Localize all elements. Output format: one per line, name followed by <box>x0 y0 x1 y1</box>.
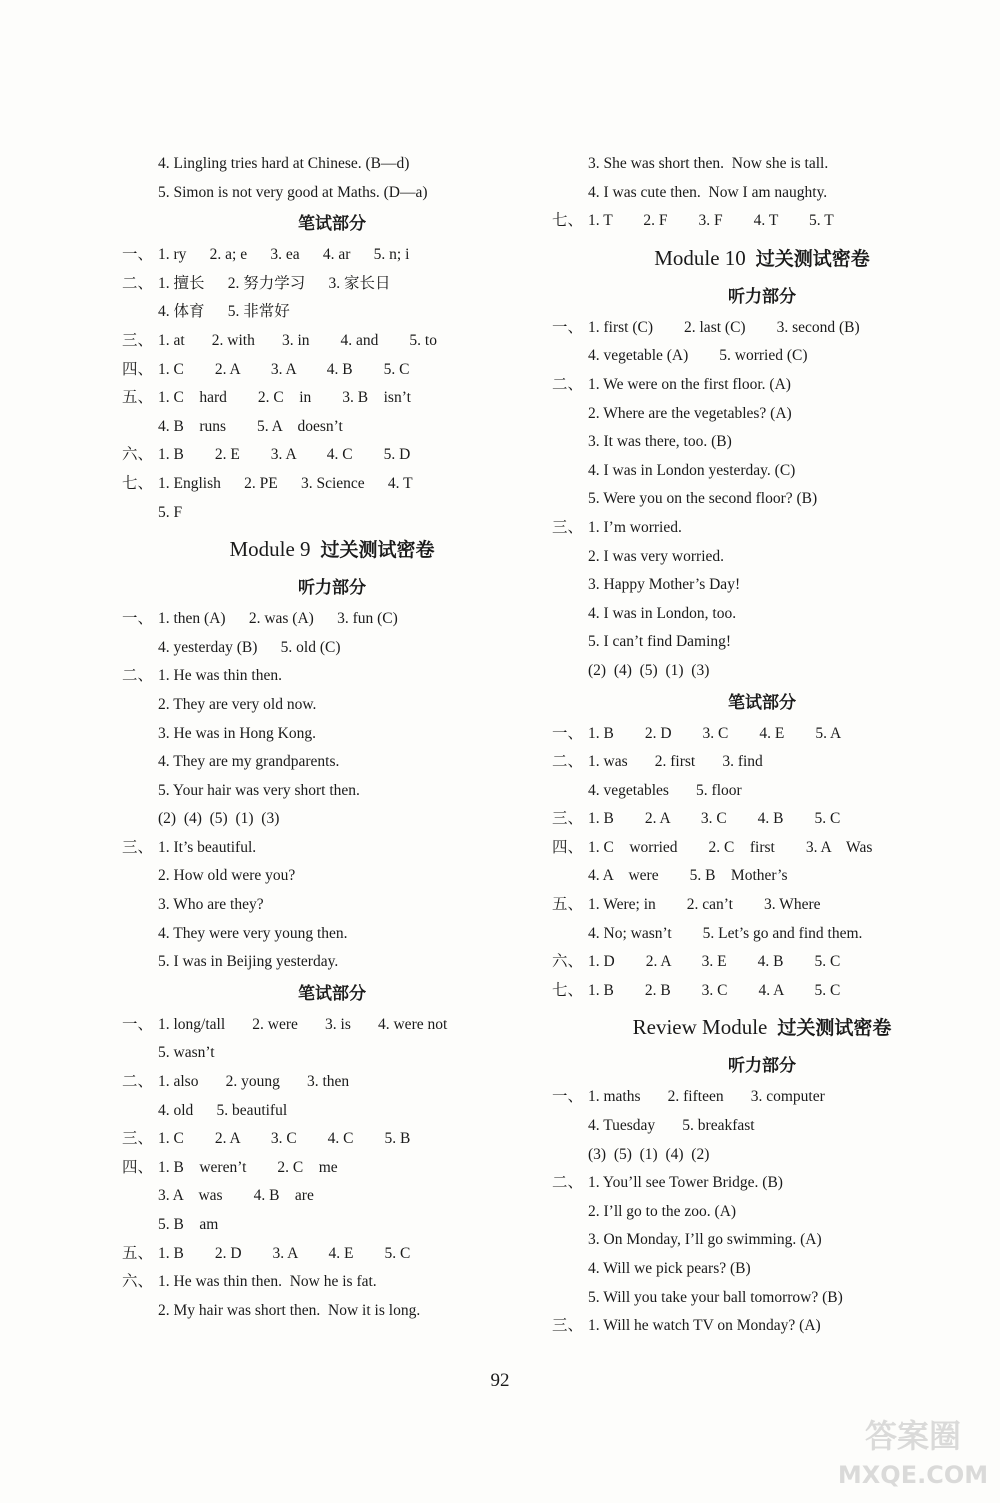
question-number: 二、 <box>552 753 584 771</box>
answer-text: 4. old 5. beautiful <box>158 1101 288 1119</box>
answer-text: 1. Will he watch TV on Monday? (A) <box>588 1317 821 1335</box>
answer-line <box>122 413 542 442</box>
answer-text: 5. I was in Beijing yesterday. <box>158 953 339 971</box>
answer-line <box>122 862 542 891</box>
answer-line <box>552 628 972 657</box>
section-title: 笔试部分 <box>728 692 796 713</box>
answer-text: 1. B 2. E 3. A 4. C 5. D <box>158 446 411 464</box>
question-number: 二、 <box>122 667 154 685</box>
answer-line <box>122 662 542 691</box>
question-number: 七、 <box>552 981 584 999</box>
question-number: 三、 <box>552 810 584 828</box>
answer-line <box>552 1198 972 1227</box>
answer-text: 4. I was in London, too. <box>588 604 737 622</box>
question-number: 六、 <box>122 446 154 464</box>
answer-line <box>552 207 972 236</box>
answer-text: 1. D 2. A 3. E 4. B 5. C <box>588 953 841 971</box>
page-number: 92 <box>490 1370 510 1391</box>
answer-text: 2. How old were you? <box>158 867 296 885</box>
answer-line <box>552 1169 972 1198</box>
answer-text: 3. Happy Mother’s Day! <box>588 576 741 594</box>
answer-line <box>122 356 542 385</box>
answer-text: 2. Where are the vegetables? (A) <box>588 404 792 422</box>
question-number: 三、 <box>122 331 154 349</box>
answer-line <box>122 499 542 528</box>
section-title: 听力部分 <box>298 578 366 599</box>
answer-text: 1. also 2. young 3. then <box>158 1073 350 1091</box>
answer-text: 3. She was short then. Now she is tall. <box>588 155 829 172</box>
answer-line <box>552 543 972 572</box>
answer-line <box>122 777 542 806</box>
answer-text: 4. 体育 5. 非常好 <box>158 303 290 321</box>
answer-line <box>122 179 542 208</box>
answer-line <box>552 179 972 208</box>
question-number: 一、 <box>552 724 584 742</box>
answer-line <box>122 691 542 720</box>
answer-text: 5. I can’t find Daming! <box>588 633 732 651</box>
answer-line <box>122 834 542 863</box>
answer-line <box>122 1211 542 1240</box>
answer-line <box>122 298 542 327</box>
answer-line <box>552 1112 972 1141</box>
answer-line <box>552 371 972 400</box>
answer-text: 5. F <box>158 503 183 521</box>
answer-text: 3. It was there, too. (B) <box>588 433 732 451</box>
question-number: 三、 <box>122 838 154 856</box>
question-number: 二、 <box>122 274 154 292</box>
answer-text: 1. C 2. A 3. C 4. C 5. B <box>158 1130 411 1148</box>
question-number: 一、 <box>552 1088 584 1106</box>
answer-line <box>122 1125 542 1154</box>
answer-line <box>122 948 542 977</box>
answer-text: 4. Lingling tries hard at Chinese. (B—d) <box>158 155 410 172</box>
question-number: 一、 <box>122 610 154 628</box>
answer-text: 1. 擅长 2. 努力学习 3. 家长日 <box>158 274 391 292</box>
left-column <box>122 150 542 1325</box>
module-subtitle: 过关测试密卷 <box>777 1017 892 1040</box>
answer-text: 5. Your hair was very short then. <box>158 781 360 799</box>
answer-text: 4. yesterday (B) 5. old (C) <box>158 638 341 656</box>
answer-line <box>552 862 972 891</box>
answer-line <box>552 657 972 686</box>
question-number: 五、 <box>122 1244 154 1262</box>
answer-text: 1. maths 2. fifteen 3. computer <box>588 1088 825 1106</box>
answer-text: 4. I was cute then. Now I am naughty. <box>588 183 828 201</box>
answer-text: 1. C 2. A 3. A 4. B 5. C <box>158 360 410 378</box>
watermark-cn: 答案圈 <box>864 1417 962 1455</box>
answer-text: 2. My hair was short then. Now it is long. <box>158 1301 421 1319</box>
question-number: 六、 <box>122 1273 154 1291</box>
answer-line <box>552 1083 972 1112</box>
question-number: 四、 <box>122 1158 154 1176</box>
right-column <box>552 150 972 1341</box>
module-name: Module 10 <box>654 245 746 270</box>
answer-line <box>122 805 542 834</box>
answer-line <box>552 1255 972 1284</box>
answer-line <box>122 384 542 413</box>
answer-line <box>552 571 972 600</box>
answer-line <box>552 457 972 486</box>
answer-line <box>122 1297 542 1326</box>
answer-line <box>552 485 972 514</box>
answer-text: 1. English 2. PE 3. Science 4. T <box>158 474 413 492</box>
question-number: 二、 <box>552 1174 584 1192</box>
answer-text: 4. I was in London yesterday. (C) <box>588 461 796 479</box>
answer-line <box>552 720 972 749</box>
answer-text: 1. B 2. D 3. C 4. E 5. A <box>588 724 842 742</box>
answer-line <box>552 777 972 806</box>
answer-text: (2) (4) (5) (1) (3) <box>158 810 280 828</box>
answer-text: 4. Tuesday 5. breakfast <box>588 1117 755 1135</box>
question-number: 七、 <box>122 474 154 492</box>
answer-text: 5. wasn’t <box>158 1044 215 1062</box>
answer-text: 1. then (A) 2. was (A) 3. fun (C) <box>158 610 398 628</box>
answer-line <box>552 1312 972 1341</box>
answer-text: 1. was 2. first 3. find <box>588 753 763 771</box>
answer-text: 4. They are my grandparents. <box>158 753 340 771</box>
question-number: 六、 <box>552 953 584 971</box>
answer-text: 4. Will we pick pears? (B) <box>588 1260 751 1277</box>
module-title <box>552 1005 972 1049</box>
answer-line <box>122 1068 542 1097</box>
answer-text: 1. You’ll see Tower Bridge. (B) <box>588 1174 783 1192</box>
answer-line <box>122 150 542 179</box>
answer-text: 3. He was in Hong Kong. <box>158 724 316 742</box>
question-number: 五、 <box>122 389 154 407</box>
question-number: 四、 <box>552 838 584 856</box>
answer-line <box>122 1011 542 1040</box>
answer-text: 1. B 2. D 3. A 4. E 5. C <box>158 1244 411 1262</box>
answer-text: 1. It’s beautiful. <box>158 838 257 856</box>
answer-line <box>122 1182 542 1211</box>
question-number: 一、 <box>552 318 584 336</box>
answer-text: 1. C worried 2. C first 3. A Was <box>588 838 873 856</box>
answer-line <box>122 470 542 499</box>
answer-line <box>122 891 542 920</box>
answer-text: 5. Simon is not very good at Maths. (D—a) <box>158 183 428 201</box>
answer-text: 3. A was 4. B are <box>158 1187 314 1205</box>
answer-line <box>122 1240 542 1269</box>
answer-line <box>552 428 972 457</box>
question-number: 四、 <box>122 360 154 378</box>
answer-line <box>122 1039 542 1068</box>
answer-line <box>552 1284 972 1313</box>
answer-text: 1. He was thin then. Now he is fat. <box>158 1273 377 1291</box>
answer-line <box>122 1097 542 1126</box>
answer-line <box>122 1268 542 1297</box>
answer-text: 1. C hard 2. C in 3. B isn’t <box>158 389 411 407</box>
answer-text: 1. B 2. A 3. C 4. B 5. C <box>588 810 841 828</box>
answer-text: 2. I’ll go to the zoo. (A) <box>588 1202 737 1220</box>
question-number: 三、 <box>552 518 584 536</box>
answer-line <box>552 834 972 863</box>
question-number: 二、 <box>122 1073 154 1091</box>
module-subtitle: 过关测试密卷 <box>755 247 870 270</box>
answer-line <box>122 634 542 663</box>
answer-line <box>552 314 972 343</box>
answer-line <box>552 1226 972 1255</box>
answer-line <box>122 441 542 470</box>
question-number: 七、 <box>552 212 584 230</box>
answer-line <box>552 920 972 949</box>
answer-text: 1. He was thin then. <box>158 667 282 685</box>
module-name: Module 9 <box>229 537 311 562</box>
answer-text: 1. We were on the first floor. (A) <box>588 375 791 393</box>
watermark-logo <box>838 1407 988 1495</box>
answer-text: 2. They are very old now. <box>158 695 317 713</box>
answer-line <box>122 605 542 634</box>
answer-text: 3. On Monday, I’ll go swimming. (A) <box>588 1231 822 1249</box>
answer-text: 4. A were 5. B Mother’s <box>588 867 788 885</box>
answer-text: 1. T 2. F 3. F 4. T 5. T <box>588 212 834 230</box>
answer-line <box>122 920 542 949</box>
answer-text: 1. B weren’t 2. C me <box>158 1158 338 1176</box>
answer-line <box>122 1154 542 1183</box>
answer-text: 1. long/tall 2. were 3. is 4. were not <box>158 1015 448 1033</box>
answer-text: 5. B am <box>158 1216 219 1233</box>
answer-line <box>552 342 972 371</box>
answer-text: 5. Were you on the second floor? (B) <box>588 490 818 508</box>
answer-text: 4. No; wasn’t 5. Let’s go and find them. <box>588 924 863 942</box>
answer-line <box>122 241 542 270</box>
answer-text: 4. vegetables 5. floor <box>588 781 742 799</box>
answer-text: 4. B runs 5. A doesn’t <box>158 417 343 435</box>
answer-line <box>552 891 972 920</box>
module-name: Review Module <box>632 1015 768 1040</box>
answer-text: 1. at 2. with 3. in 4. and 5. to <box>158 331 437 349</box>
section-title: 听力部分 <box>728 1056 796 1077</box>
answer-line <box>122 327 542 356</box>
answer-line <box>552 600 972 629</box>
question-number: 五、 <box>552 896 584 914</box>
answer-text: 4. vegetable (A) 5. worried (C) <box>588 347 808 365</box>
answer-line <box>122 270 542 299</box>
section-title: 笔试部分 <box>298 214 366 235</box>
answer-text: (3) (5) (1) (4) (2) <box>588 1145 710 1163</box>
answer-line <box>122 720 542 749</box>
answer-text: (2) (4) (5) (1) (3) <box>588 661 710 679</box>
question-number: 三、 <box>552 1317 584 1335</box>
watermark-en: MXQE.COM <box>838 1461 988 1489</box>
answer-line <box>552 977 972 1006</box>
answer-line <box>122 748 542 777</box>
answer-text: 2. I was very worried. <box>588 547 725 565</box>
question-number: 二、 <box>552 375 584 393</box>
answer-line <box>552 400 972 429</box>
module-title <box>552 236 972 280</box>
module-title <box>122 527 542 571</box>
answer-text: 1. first (C) 2. last (C) 3. second (B) <box>588 318 860 336</box>
answer-text: 4. They were very young then. <box>158 924 348 942</box>
answer-line <box>552 514 972 543</box>
answer-line <box>552 805 972 834</box>
answer-line <box>552 748 972 777</box>
module-subtitle: 过关测试密卷 <box>320 539 435 562</box>
answer-line <box>552 150 972 179</box>
section-title: 听力部分 <box>728 286 796 307</box>
answer-text: 5. Will you take your ball tomorrow? (B) <box>588 1288 843 1306</box>
answer-text: 1. ry 2. a; e 3. ea 4. ar 5. n; i <box>158 246 410 264</box>
question-number: 一、 <box>122 1015 154 1033</box>
section-title: 笔试部分 <box>298 983 366 1004</box>
question-number: 三、 <box>122 1130 154 1148</box>
answer-text: 1. B 2. B 3. C 4. A 5. C <box>588 981 841 999</box>
answer-line <box>552 948 972 977</box>
answer-text: 1. Were; in 2. can’t 3. Where <box>588 896 821 914</box>
answer-line <box>552 1141 972 1170</box>
answer-text: 3. Who are they? <box>158 896 264 914</box>
question-number: 一、 <box>122 246 154 264</box>
answer-text: 1. I’m worried. <box>588 518 682 536</box>
